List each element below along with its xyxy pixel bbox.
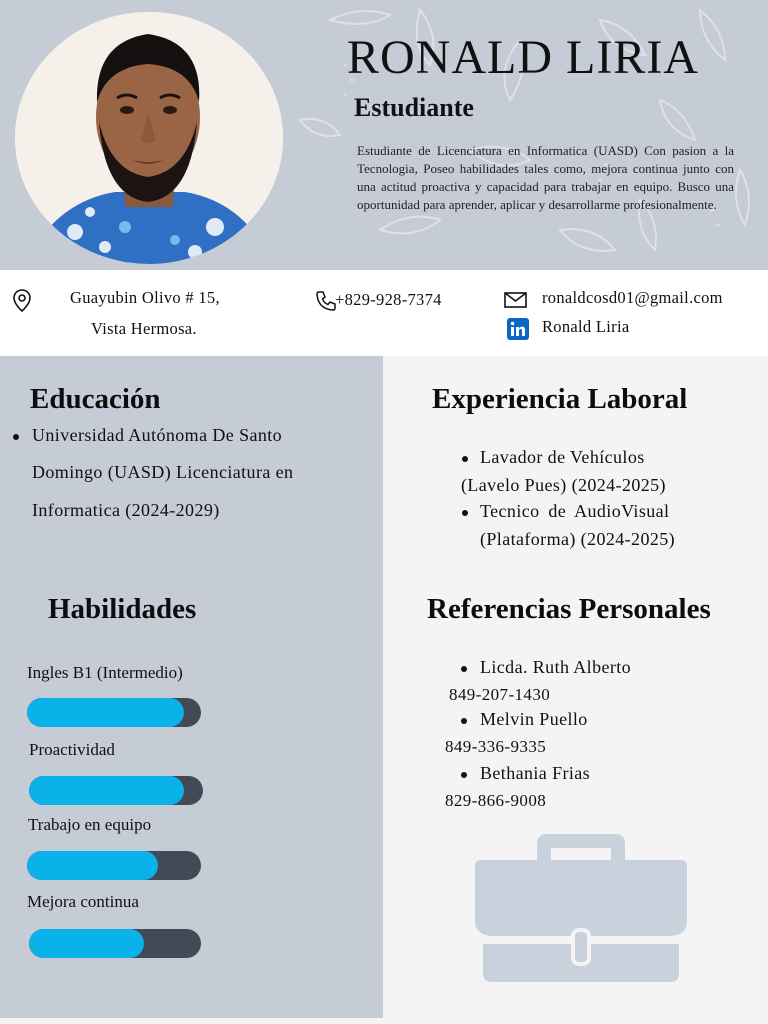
bottom-edge [0, 1018, 768, 1024]
right-column [383, 356, 768, 1018]
experience-item-1-detail: (Lavelo Pues) (2024-2025) [461, 475, 666, 495]
skill-bar-fill [29, 929, 144, 958]
profile-summary: Estudiante de Licenciatura en Informatica (UASD) Con pasion a la Tecnologia, Poseo habilidades tales como, mejora continua junto con una actitud proactiva y capacidad para trabajar en equipo. Busco una oportunidad para aprender, aplicar y desarrollarme profesionalmente. [357, 143, 734, 212]
reference-phone: 849-336-9335 [445, 737, 547, 756]
skill-label: Trabajo en equipo [28, 815, 152, 834]
experience-item-1-title: Lavador de Vehículos [480, 447, 645, 467]
address-line-2: Vista Hermosa. [91, 319, 197, 338]
reference-name: Melvin Puello [480, 709, 588, 729]
skill-label: Proactividad [29, 740, 115, 759]
linkedin-profile[interactable]: Ronald Liria [542, 317, 630, 336]
experience-heading: Experiencia Laboral [432, 383, 688, 415]
briefcase-icon [473, 832, 689, 984]
contact-bar [0, 270, 768, 356]
reference-phone: 829-866-9008 [445, 791, 547, 810]
skills-heading: Habilidades [48, 593, 197, 625]
reference-bullet [461, 666, 467, 672]
profile-photo [15, 12, 283, 264]
reference-name: Bethania Frias [480, 763, 591, 783]
left-column [0, 356, 383, 1018]
job-title: Estudiante [354, 93, 474, 122]
skill-bar [27, 698, 201, 727]
location-pin-icon [12, 289, 32, 313]
education-line-2: Domingo (UASD) Licenciatura en [32, 462, 294, 482]
experience-item-2-detail: (Plataforma) (2024-2025) [480, 529, 676, 549]
education-heading: Educación [30, 383, 161, 415]
education-line-3: Informatica (2024-2029) [32, 500, 220, 520]
skill-bar [27, 851, 201, 880]
address-line-1: Guayubin Olivo # 15, [70, 288, 220, 307]
skill-label: Mejora continua [27, 892, 139, 911]
skill-bar [29, 929, 201, 958]
full-name: RONALD LIRIA [347, 31, 699, 84]
skill-bar-fill [27, 698, 184, 727]
experience-bullet [462, 456, 468, 462]
references-heading: Referencias Personales [427, 593, 711, 625]
skill-bar [29, 776, 203, 805]
skill-bar-fill [27, 851, 158, 880]
mail-icon [504, 292, 527, 308]
phone-icon [315, 290, 337, 312]
linkedin-icon [507, 318, 529, 340]
education-line-1: Universidad Autónoma De Santo [32, 425, 283, 445]
skill-label: Ingles B1 (Intermedio) [27, 663, 183, 682]
reference-bullet [461, 718, 467, 724]
reference-name: Licda. Ruth Alberto [480, 657, 632, 677]
reference-phone: 849-207-1430 [449, 685, 551, 704]
email-address[interactable]: ronaldcosd01@gmail.com [542, 288, 723, 307]
skill-bar-fill [29, 776, 184, 805]
resume-header [0, 0, 768, 270]
experience-item-2-title: Tecnico de AudioVisual [480, 501, 670, 521]
phone-number[interactable]: +829-928-7374 [335, 290, 442, 309]
reference-bullet [461, 772, 467, 778]
education-bullet [13, 434, 19, 440]
experience-bullet [462, 510, 468, 516]
